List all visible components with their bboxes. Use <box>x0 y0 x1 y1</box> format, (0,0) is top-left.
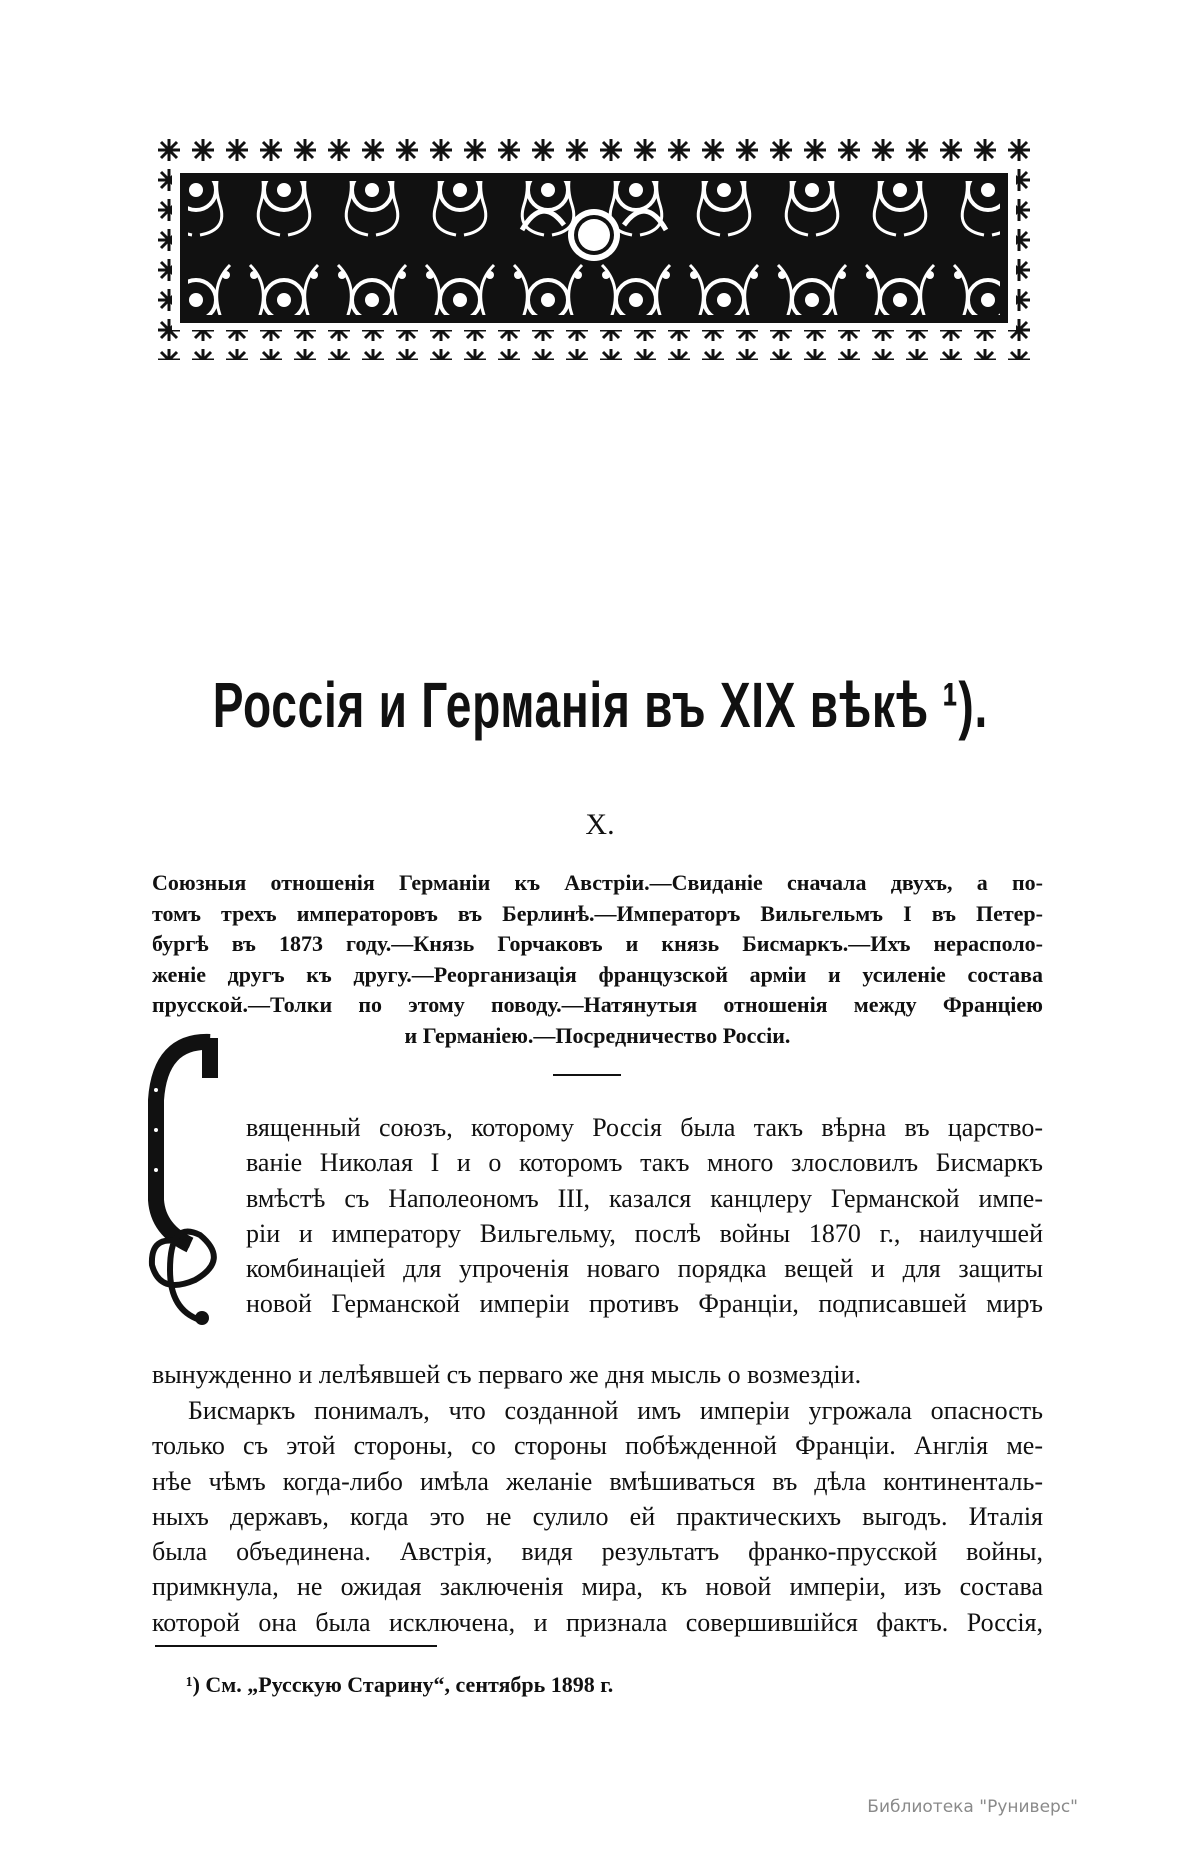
text-line: ныхъ державъ, когда это не сулило ей практическихъ выгодъ. Италія <box>152 1501 1043 1531</box>
text-line: нѣе чѣмъ когда-либо имѣла желаніе вмѣшиваться въ дѣла континенталь- <box>152 1466 1043 1496</box>
text-line: только съ этой стороны, со стороны побѣжденной Франціи. Англія ме- <box>152 1431 1043 1461</box>
summary-line: бургѣ въ 1873 году.—Князь Горчаковъ и князь Бисмаркъ.—Ихъ нерасполо- <box>152 931 1043 957</box>
library-watermark: Библиотека "Руниверс" <box>867 1797 1078 1817</box>
paragraph-2 <box>152 1393 1043 1640</box>
text-line: комбинаціей для упроченія новаго порядка вещей и для защиты <box>246 1254 1043 1284</box>
chapter-number: X. <box>585 808 615 841</box>
header-ornament <box>152 135 1036 360</box>
text-line: ваніе Николая I и о которомъ такъ много злословилъ Бисмаркъ <box>246 1148 1043 1178</box>
text-line: которой она была исключена, и признала совершившійся фактъ. Россія, <box>152 1607 1043 1637</box>
text-line: вынужденно и лелѣявшей съ перваго же дня мысль о возмездіи. <box>152 1360 862 1389</box>
paragraph-1 <box>246 1110 1043 1322</box>
footnote-divider <box>155 1645 437 1647</box>
text-line: Бисмаркъ понималъ, что созданной имъ имперіи угрожала опасность <box>188 1396 1043 1425</box>
summary-line: Союзныя отношенія Германіи къ Австріи.—Свиданіе сначала двухъ, а по- <box>152 870 1043 895</box>
drop-cap-initial <box>140 1030 235 1330</box>
footnote: ¹) См. „Русскую Старину“, сентябрь 1898 г. <box>186 1672 614 1697</box>
summary-line: томъ трехъ императоровъ въ Берлинѣ.—Императоръ Вильгельмъ I въ Петер- <box>152 900 1043 926</box>
summary-line: прусской.—Толки по этому поводу.—Натянутыя отношенія между Франціею <box>152 992 1043 1018</box>
text-line: вмѣстѣ съ Наполеономъ III, казался канцлеру Германской импе- <box>246 1183 1043 1213</box>
summary-line: и Германіею.—Посредничество Россіи. <box>404 1022 791 1048</box>
summary-line: женіе другъ къ другу.—Реорганизація французской арміи и усиленіе состава <box>152 961 1043 987</box>
text-line: примкнула, не ожидая заключенія мира, къ новой имперіи, изъ состава <box>152 1572 1043 1602</box>
text-line: ріи и императору Вильгельму, послѣ войны 1870 г., наилучшей <box>246 1218 1043 1248</box>
text-line: новой Германской имперіи противъ Франціи, подписавшей миръ <box>246 1289 1043 1319</box>
text-line: была объединена. Австрія, видя результатъ франко-прусской войны, <box>152 1537 1043 1567</box>
chapter-summary <box>152 868 1043 1052</box>
article-title: Россія и Германія въ XIX вѣкѣ ¹). <box>212 669 988 741</box>
text-line: вященный союзъ, которому Россія была такъ вѣрна въ царство- <box>246 1113 1043 1142</box>
section-divider <box>553 1074 621 1076</box>
